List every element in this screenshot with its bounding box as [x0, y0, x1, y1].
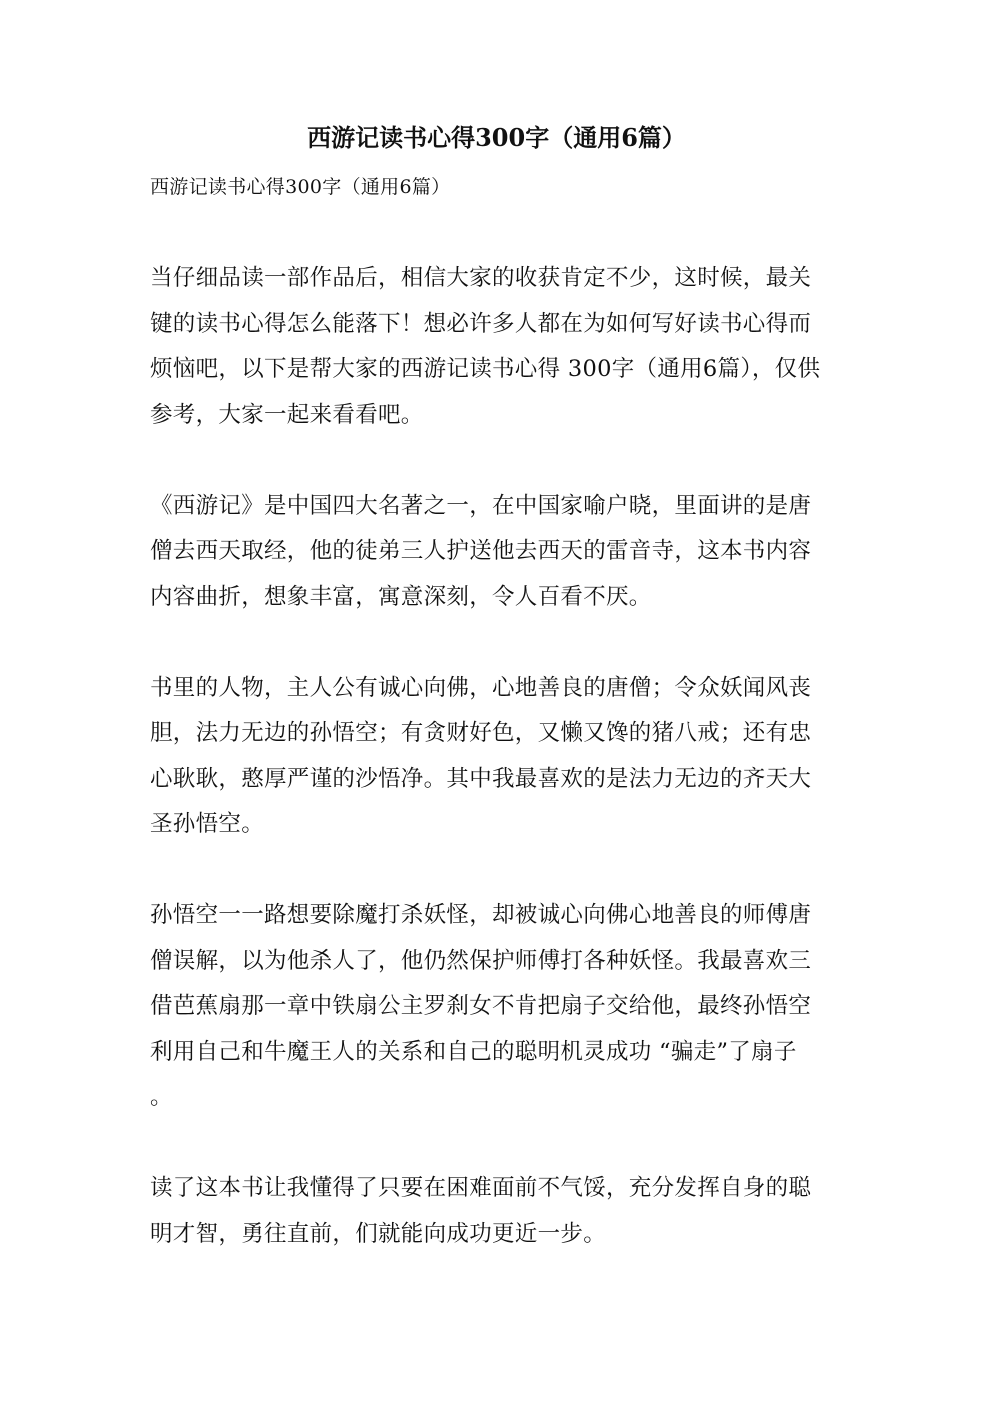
blank-line	[150, 1121, 840, 1167]
document-title: 西游记读书心得300字（通用6篇）	[307, 123, 686, 152]
paragraph-line: 僧误解，以为他杀人了，他仍然保护师傅打各种妖怪。我最喜欢三	[150, 947, 812, 974]
paragraph	[150, 484, 840, 621]
paragraph	[150, 256, 840, 438]
paragraph-line: 明才智，勇往直前，们就能向成功更近一步。	[150, 1220, 607, 1247]
paragraph-line: 当仔细品读一部作品后，相信大家的收获肯定不少，这时候，最关	[150, 265, 812, 291]
paragraph	[150, 666, 840, 848]
paragraph-line: 圣孙悟空。	[150, 811, 265, 837]
paragraph-line: 《西游记》是中国四大名著之一，在中国家喻户晓，里面讲的是唐	[150, 492, 812, 519]
paragraph-line: 胆，法力无边的孙悟空；有贪财好色，又懒又馋的猪八戒；还有忠	[150, 720, 812, 746]
blank-line	[150, 211, 840, 257]
paragraph-line: 利用自己和牛魔王人的关系和自己的聪明机灵成功 “骗走”了扇子	[150, 1038, 797, 1065]
paragraph-line: 。	[150, 1084, 173, 1110]
document-body	[150, 165, 840, 1257]
paragraph-line: 键的读书心得怎么能落下！想必许多人都在为如何写好读书心得而	[150, 310, 812, 337]
paragraph	[150, 893, 840, 1121]
paragraph-line: 心耿耿，憨厚严谨的沙悟净。其中我最喜欢的是法力无边的齐天大	[150, 765, 812, 792]
blank-line	[150, 438, 840, 484]
paragraphs	[150, 256, 840, 1257]
document-subtitle: 西游记读书心得300字（通用6篇）	[150, 176, 451, 198]
blank-line	[150, 848, 840, 894]
paragraph-line: 借芭蕉扇那一章中铁扇公主罗刹女不肯把扇子交给他，最终孙悟空	[150, 993, 812, 1019]
paragraph-line: 参考，大家一起来看看吧。	[150, 401, 424, 428]
paragraph-line: 读了这本书让我懂得了只要在困难面前不气馁，充分发挥自身的聪	[150, 1175, 812, 1201]
paragraph-line: 内容曲折，想象丰富，寓意深刻，令人百看不厌。	[150, 583, 652, 610]
paragraph-line: 孙悟空一一路想要除魔打杀妖怪，却被诚心向佛心地善良的师傅唐	[150, 902, 812, 928]
paragraph	[150, 1166, 840, 1257]
blank-line	[150, 620, 840, 666]
paragraph-line: 书里的人物，主人公有诚心向佛，心地善良的唐僧；令众妖闻风丧	[150, 674, 812, 701]
paragraph-line: 僧去西天取经，他的徒弟三人护送他去西天的雷音寺，这本书内容	[150, 538, 812, 564]
paragraph-line: 烦恼吧，以下是帮大家的西游记读书心得 300字（通用6篇），仅供	[150, 356, 821, 382]
